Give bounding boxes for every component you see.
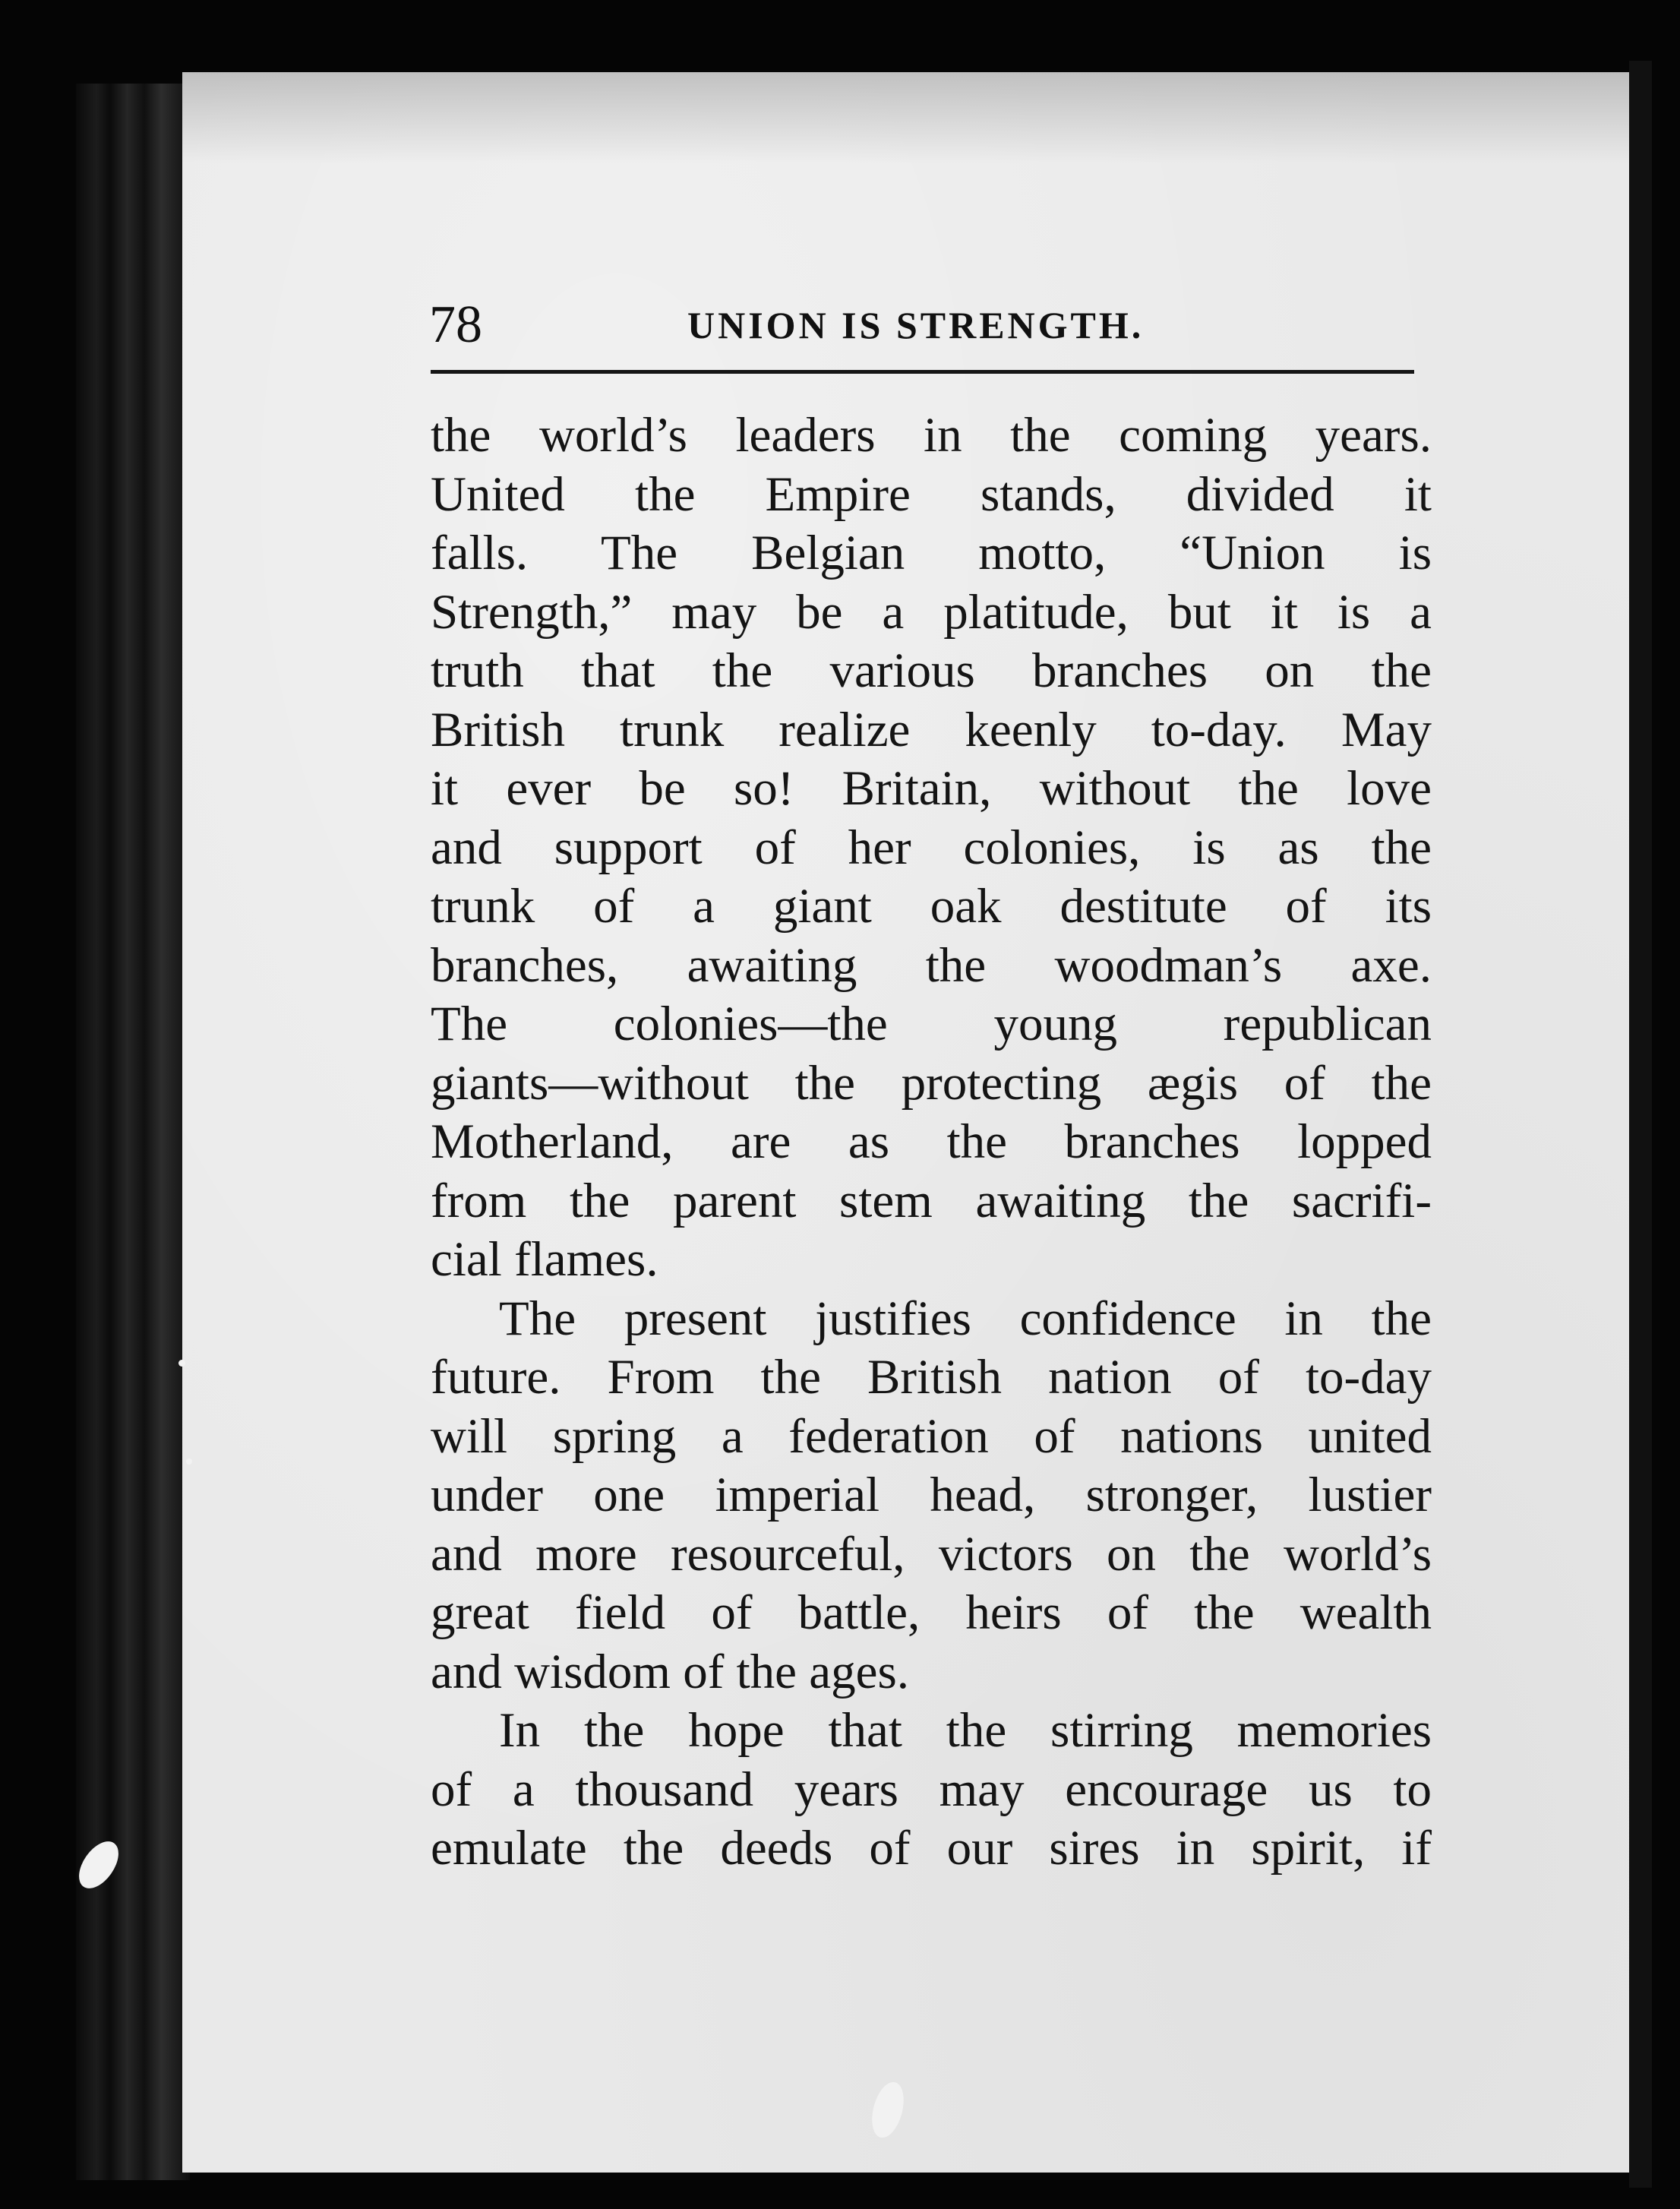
text-line: giants—without the protecting ægis of the bbox=[431, 1055, 1432, 1111]
text-line: United the Empire stands, divided it bbox=[431, 466, 1432, 522]
text-line: of a thousand years may encourage us to bbox=[431, 1762, 1432, 1817]
right-page-edge bbox=[1629, 61, 1652, 2188]
text-line: emulate the deeds of our sires in spirit, if bbox=[431, 1821, 1432, 1876]
text-line: and more resourceful, victors on the world’s bbox=[431, 1526, 1432, 1582]
text-line: will spring a federation of nations united bbox=[431, 1408, 1432, 1464]
text-line: Strength,” may be a platitude, but it is a bbox=[431, 584, 1432, 640]
text-line: falls. The Belgian motto, “Union is bbox=[431, 526, 1432, 580]
text-line: future. From the British nation of to-day bbox=[431, 1350, 1432, 1405]
text-line: great field of battle, heirs of the wealth bbox=[431, 1585, 1432, 1640]
text-line: truth that the various branches on the bbox=[431, 643, 1432, 698]
text-line: from the parent stem awaiting the sacrifi- bbox=[431, 1173, 1432, 1228]
text-line: cial flames. bbox=[431, 1232, 658, 1287]
running-head bbox=[429, 295, 1416, 356]
text-line: Motherland, are as the branches lopped bbox=[431, 1114, 1432, 1169]
text-line: it ever be so! Britain, without the love bbox=[431, 761, 1432, 816]
text-line: The present justifies confidence in the bbox=[499, 1291, 1432, 1346]
text-line: The colonies—the young republican bbox=[431, 997, 1432, 1051]
text-line: branches, awaiting the woodman’s axe. bbox=[431, 937, 1432, 993]
page-number: 78 bbox=[429, 295, 482, 354]
header-rule bbox=[431, 370, 1414, 374]
text-line: British trunk realize keenly to-day. May bbox=[431, 702, 1432, 757]
body-text bbox=[431, 406, 1432, 1879]
running-title: UNION IS STRENGTH. bbox=[687, 304, 1145, 346]
text-line: and support of her colonies, is as the bbox=[431, 820, 1432, 875]
page-shadow bbox=[182, 72, 1629, 163]
text-line: In the hope that the stirring memories bbox=[499, 1703, 1432, 1758]
text-line: the world’s leaders in the coming years. bbox=[431, 408, 1432, 463]
text-line: under one imperial head, stronger, lustier bbox=[431, 1468, 1432, 1522]
text-line: trunk of a giant oak destitute of its bbox=[431, 879, 1432, 934]
scan-speck bbox=[178, 1360, 185, 1367]
scan-speck bbox=[186, 1458, 192, 1465]
text-line: and wisdom of the ages. bbox=[431, 1644, 910, 1699]
